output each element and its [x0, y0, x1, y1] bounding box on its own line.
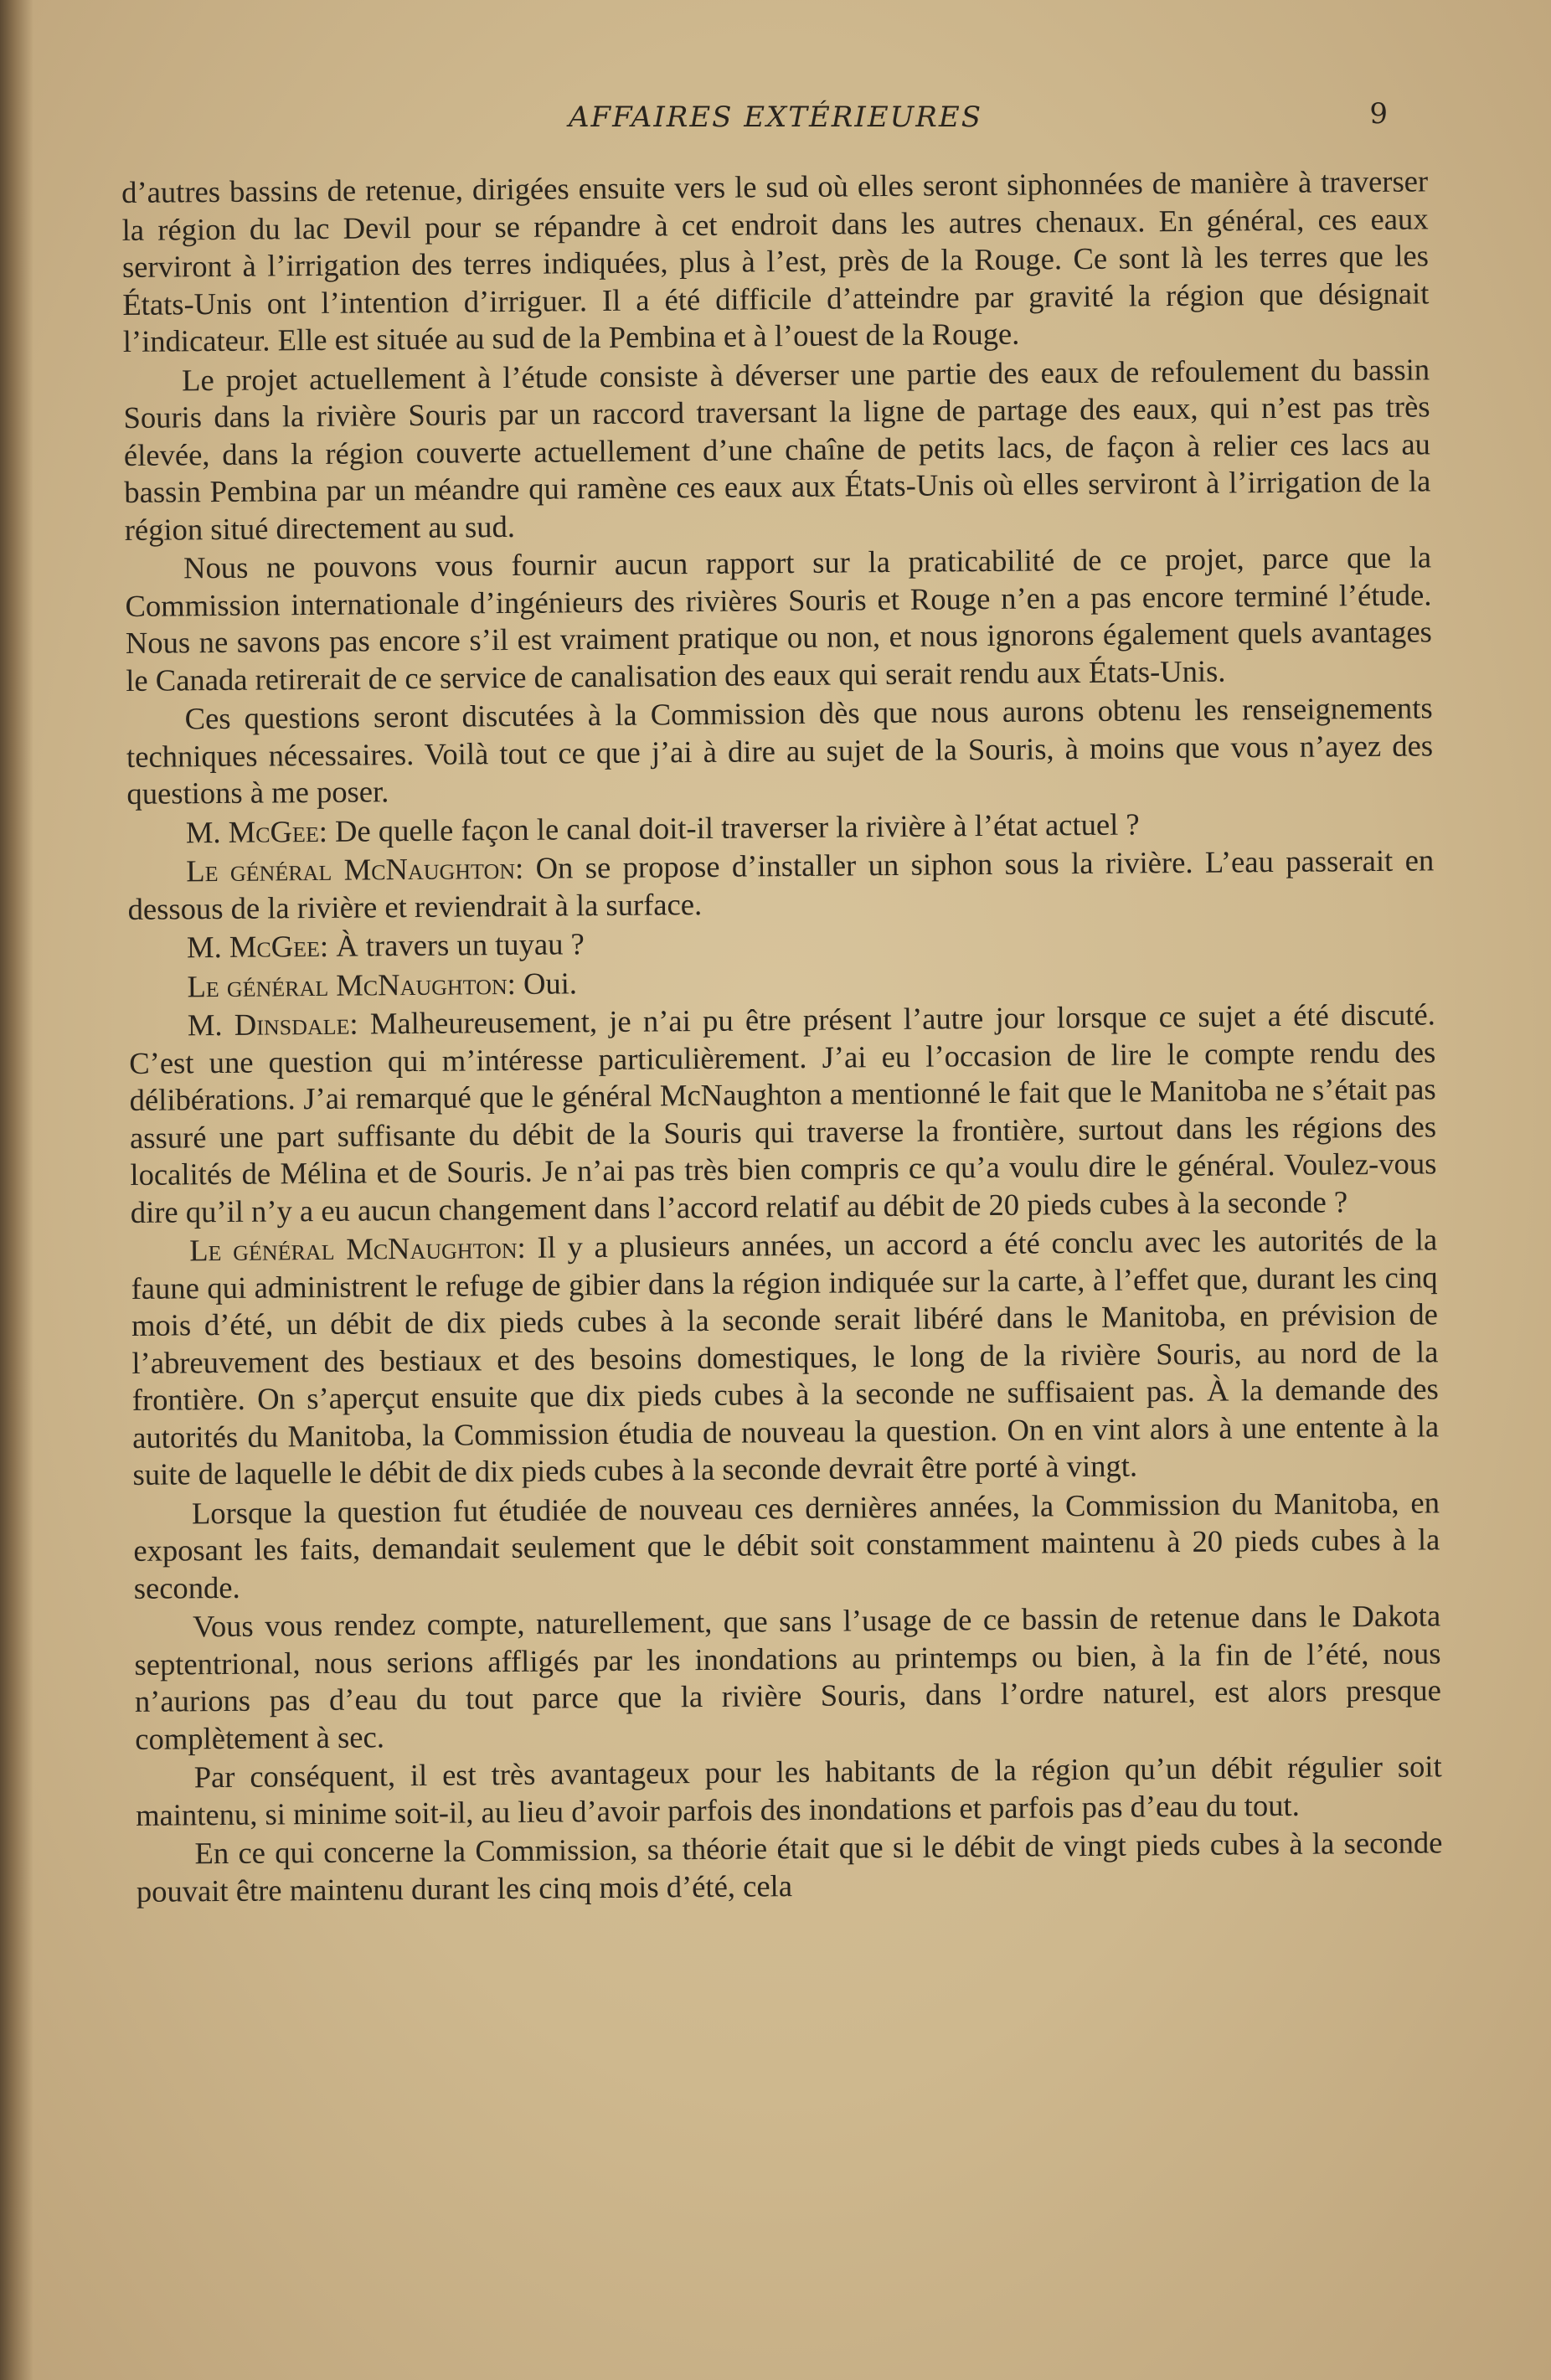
paragraph: Par conséquent, il est très avantageux pour les habitants de la région qu’un débit régulier soit maintenu, si minime soit-il, au lieu d’avoir parfois des inondations et parfois pas d’eau du tout. [135, 1749, 1442, 1832]
speech-text: Oui. [515, 965, 578, 1001]
speaker-name: Le général McNaughton: [186, 850, 524, 889]
paragraph: En ce qui concerne la Commission, sa théorie était que si le débit de vingt pieds cubes à la seconde pouvait être maintenu durant les cinq mois d’été, cela [136, 1825, 1443, 1909]
body-text [121, 162, 1443, 1910]
speech-text: Malheureusement, je n’ai pu être présent l’autre jour lorsque ce sujet a été discuté. C’est une question qui m’intéresse particulièrement. J’ai eu l’occasion de lire le compte rendu des délibérations. J’ai remarqué que le général McNaughton a mentionné le fait que le Manitoba ne s’était pas assuré une part suffisante du débit de la Souris qui traverse la frontière, surtout dans les régions des localités de Mélina et de Souris. Je n’ai pas très bien compris ce qu’a voulu dire le général. Voulez-vous dire qu’il n’y a eu aucun changement dans l’accord relatif au débit de 20 pieds cubes à la seconde ? [129, 997, 1437, 1229]
paragraph: Lorsque la question fut étudiée de nouveau ces dernières années, la Commission du Manitoba, en exposant les faits, demandait seulement que le débit soit constamment maintenu à 20 pieds cubes à la seconde. [133, 1484, 1440, 1605]
speaker-name: M. McGee: [185, 813, 328, 849]
paragraph: Nous ne pouvons vous fournir aucun rapport sur la praticabilité de ce projet, parce que la Commission internationale d’ingénieurs des rivières Souris et Rouge n’en a pas encore terminé l’étude. Nous ne savons pas encore s’il est vraiment pratique ou non, et nous ignorons également quels avantages le Canada retirerait de ce service de canalisation des eaux qui serait rendu aux États-Unis. [125, 539, 1433, 698]
paragraph: Ces questions seront discutées à la Commission dès que nous aurons obtenu les renseignements techniques nécessaires. Voilà tout ce que j’ai à dire au sujet de la Souris, à moins que vous n’ayez des questions à me poser. [126, 690, 1434, 811]
running-head [126, 97, 1425, 151]
dialogue-paragraph [127, 842, 1435, 928]
speech-text: À travers un tuyau ? [327, 926, 585, 963]
speech-text: De quelle façon le canal doit-il traverser la rivière à l’état actuel ? [327, 806, 1140, 848]
speech-text: On se propose d’installer un siphon sous la rivière. L’eau passerait en dessous de la rivière et reviendrait à la surface. [127, 842, 1435, 926]
dialogue-paragraph [131, 1221, 1440, 1493]
speech-text: Il y a plusieurs années, un accord a été conclu avec les autorités de la faune qui administrent le refuge de gibier dans la région indiquée sur la carte, à l’effet que, durant les cinq mois d’été, un débit de dix pieds cubes à la seconde serait libéré dans le Manitoba, en prévision de l’abreuvement des bestiaux et des besoins domestiques, le long de la rivière Souris, au nord de la frontière. On s’aperçut ensuite que dix pieds cubes à la seconde ne suffisaient pas. À la demande des autorités du Manitoba, la Commission étudia de nouveau la question. On en vint alors à une entente à la suite de laquelle le débit de dix pieds cubes à la seconde devrait être porté à vingt. [131, 1222, 1440, 1491]
paragraph-continuation: d’autres bassins de retenue, dirigées ensuite vers le sud où elles seront siphonnées de manière à traverser la région du lac Devil pour se répandre à cet endroit dans les autres chenaux. En général, ces eaux serviront à l’irrigation des terres indiquées, plus à l’est, près de la Rouge. Ce sont là les terres que les États-Unis ont l’intention d’irriguer. Il a été difficile d’atteindre par gravité la région que désignait l’indicateur. Elle est située au sud de la Pembina et à l’ouest de la Rouge. [121, 163, 1430, 358]
paragraph: Le projet actuellement à l’étude consiste à déverser une partie des eaux de refoulement du bassin Souris dans la rivière Souris par un raccord traversant la ligne de partage des eaux, qui n’est pas très élevée, dans la région couverte actuellement d’une chaîne de petits lacs, de façon à relier ces lacs au bassin Pembina par un méandre qui ramène ces eaux aux États-Unis où elles serviront à l’irrigation de la région situé directement au sud. [123, 351, 1431, 547]
running-title: AFFAIRES EXTÉRIEURES [568, 100, 983, 134]
speaker-name: M. Dinsdale: [187, 1006, 358, 1043]
page-number: 9 [1369, 97, 1388, 131]
speaker-name: M. McGee: [186, 928, 329, 965]
dialogue-paragraph [129, 996, 1437, 1231]
paragraph: Vous vous rendez compte, naturellement, que sans l’usage de ce bassin de retenue dans le Dakota septentrional, nous serions affligés par les inondations au printemps ou bien, à la fin de l’été, nous n’aurions pas d’eau du tout parce que la rivière Souris, dans l’ordre naturel, est alors presque complètement à sec. [134, 1598, 1442, 1756]
speaker-name: Le général McNaughton: [187, 966, 516, 1003]
speaker-name: Le général McNaughton: [189, 1229, 526, 1268]
